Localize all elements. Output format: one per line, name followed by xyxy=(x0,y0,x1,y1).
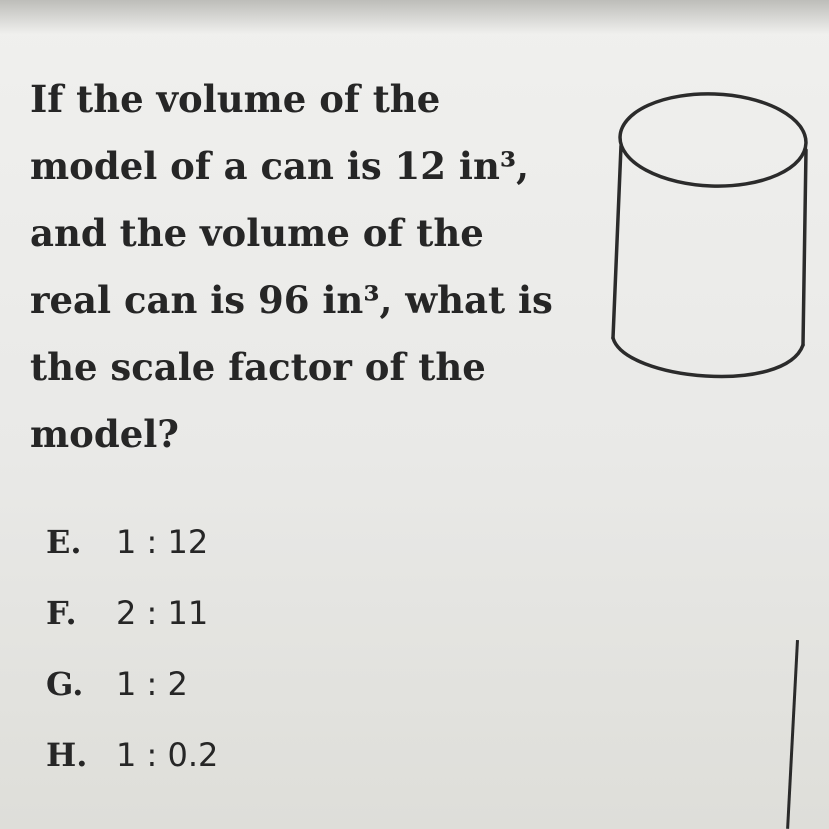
question-line: If the volume of the xyxy=(30,77,441,121)
choice-value: 1 : 0.2 xyxy=(116,736,219,774)
choice-value: 2 : 11 xyxy=(116,594,209,632)
choice-e[interactable] xyxy=(46,512,218,583)
choice-letter: E. xyxy=(46,523,82,561)
answer-choices xyxy=(46,512,218,796)
choice-letter: G. xyxy=(46,665,84,703)
question-text xyxy=(30,66,590,468)
photo-top-shadow xyxy=(0,0,829,34)
choice-g[interactable] xyxy=(46,654,218,725)
choice-value: 1 : 2 xyxy=(116,665,188,703)
screen-edge xyxy=(786,640,799,829)
choice-value: 1 : 12 xyxy=(116,523,209,561)
cylinder-icon xyxy=(600,80,820,390)
choice-h[interactable] xyxy=(46,725,218,796)
question-line: model of a can is 12 in³, xyxy=(30,144,529,188)
choice-f[interactable] xyxy=(46,583,218,654)
question-line: and the volume of the xyxy=(30,211,484,255)
question-line: model? xyxy=(30,412,179,456)
question-line: the scale factor of the xyxy=(30,345,486,389)
question-line: real can is 96 in³, what is xyxy=(30,278,553,322)
choice-letter: F. xyxy=(46,594,77,632)
choice-letter: H. xyxy=(46,736,88,774)
